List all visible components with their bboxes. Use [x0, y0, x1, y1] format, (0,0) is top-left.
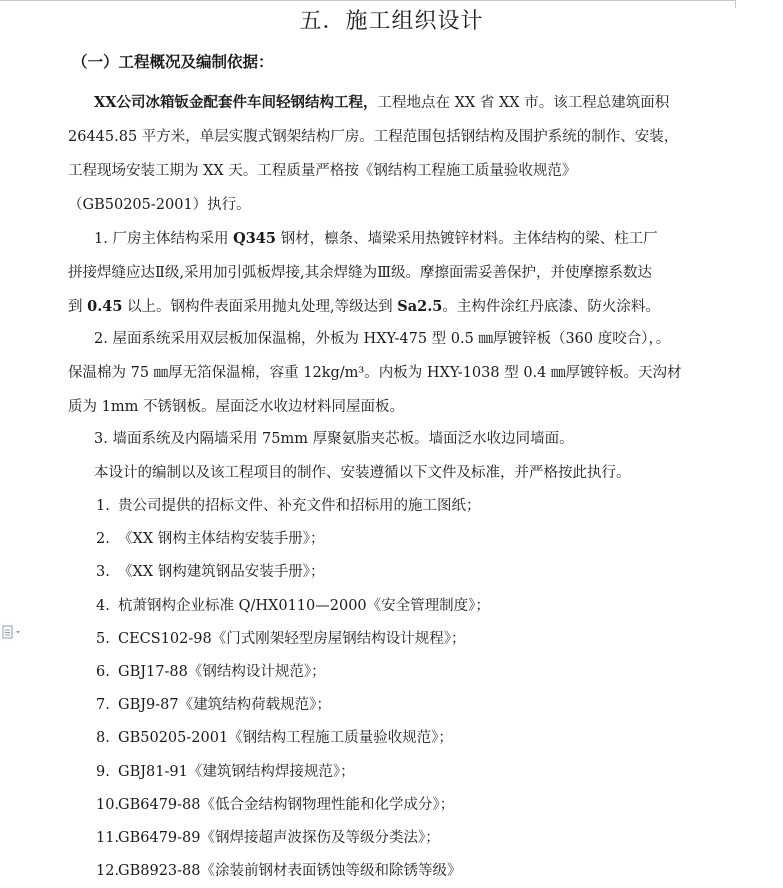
list-text: 杭萧钢构企业标准 Q/HX0110—2000《安全管理制度》； — [118, 597, 490, 614]
list-item — [96, 855, 490, 888]
list-item — [96, 789, 490, 822]
item-3-paragraph — [68, 422, 716, 490]
item-2-line-3: 质为 1mm 不锈钢板。屋面泛水收边材料同屋面板。 — [68, 399, 404, 415]
document-icon — [2, 625, 24, 639]
list-text: GBJ17-88《钢结构设计规范》； — [118, 663, 326, 680]
intro-paragraph — [68, 86, 716, 222]
item-2-line-1: 2. 屋面系统采用双层板加保温棉，外板为 HXY-475 型 0.5 ㎜厚镀锌板（360 度咬合），。 — [94, 331, 671, 347]
list-number: 9. — [96, 763, 110, 780]
intro-line-1 — [68, 86, 716, 120]
list-number: 1. — [96, 498, 110, 514]
list-text: 《XX 钢构建筑钢品安装手册》； — [118, 564, 325, 581]
list-number: 3. — [96, 564, 110, 581]
list-item — [96, 656, 490, 689]
list-item — [96, 523, 490, 556]
item-2-paragraph — [68, 322, 716, 424]
list-item — [96, 722, 490, 755]
item-2-line-2: 保温棉为 75 ㎜厚无箔保温棉，容重 12kg/m³。内板为 HXY-1038 型 0.4 ㎜厚镀锌板。天沟材 — [68, 365, 682, 381]
list-number: 8. — [96, 730, 110, 747]
intro-line-4: （GB50205-2001）执行。 — [68, 197, 251, 213]
list-text: 贵公司提供的招标文件、补充文件和招标用的施工图纸； — [118, 498, 481, 514]
list-number: 6. — [96, 663, 110, 680]
list-text: GB50205-2001《钢结构工程施工质量验收规范》； — [118, 730, 453, 747]
list-number: 5. — [96, 630, 110, 647]
page-corner-mark — [735, 0, 736, 8]
list-number: 2. — [96, 531, 110, 548]
page-title: 五．施工组织设计 — [299, 9, 484, 34]
list-number: 11. — [96, 829, 120, 846]
list-item — [96, 689, 490, 722]
steel-grade: Q345 — [233, 230, 276, 247]
list-item — [96, 556, 490, 589]
intro-line-3: 工程现场安装工期为 XX 天。工程质量严格按《钢结构工程施工质量验收规范》 — [68, 163, 577, 179]
project-name: XX公司冰箱钣金配套件车间轻钢结构工程， — [94, 94, 378, 111]
list-number: 12. — [96, 863, 120, 880]
item-1-line-3-c: 以上。钢构件表面采用抛丸处理,等级达到 — [122, 299, 398, 315]
blast-grade: Sa2.5 — [397, 298, 443, 315]
list-text: 《XX 钢构主体结构安装手册》； — [118, 531, 325, 548]
item-1-text-c: 钢材，檩条、墙梁采用热镀锌材料。主体结构的梁、柱工厂 — [275, 231, 658, 247]
item-3-line: 3. 墙面系统及内隔墙采用 75mm 厚聚氨脂夹芯板。墙面泛水收边同墙面。 — [94, 431, 574, 447]
list-text: CECS102-98《门式刚架轻型房屋钢结构设计规程》； — [118, 630, 466, 647]
item-1-line-3 — [68, 290, 716, 324]
paragraph-options-icon[interactable] — [2, 624, 24, 638]
item-1-line-1 — [68, 222, 716, 256]
list-text: GB8923-88《涂装前钢材表面锈蚀等级和除锈等级》 — [118, 863, 462, 880]
reference-list — [96, 490, 490, 888]
list-number: 4. — [96, 597, 110, 614]
list-text: GBJ9-87《建筑结构荷载规范》； — [118, 697, 331, 714]
item-1-line-3-a: 到 — [68, 299, 88, 315]
friction-coefficient: 0.45 — [87, 298, 123, 315]
list-item — [96, 490, 490, 523]
list-number: 7. — [96, 697, 110, 714]
item-1-paragraph — [68, 222, 716, 324]
page-top-border — [0, 0, 735, 1]
list-item — [96, 623, 490, 656]
list-text: GBJ81-91《建筑钢结构焊接规范》； — [118, 763, 355, 780]
intro-line-1-text: 工程地点在 XX 省 XX 市。该工程总建筑面积 — [377, 95, 670, 111]
list-item — [96, 590, 490, 623]
item-1-text-a: 1. 厂房主体结构采用 — [94, 231, 234, 247]
item-1-line-3-e: 。主构件涂红丹底漆、防火涂料。 — [442, 299, 660, 315]
basis-intro: 本设计的编制以及该工程项目的制作、安装遵循以下文件及标准，并严格按此执行。 — [94, 465, 631, 481]
list-item — [96, 822, 490, 855]
list-text: GB6479-89《钢焊接超声波探伤及等级分类法》； — [118, 829, 440, 846]
section-heading: （一）工程概况及编制依据： — [72, 52, 274, 71]
list-number: 10. — [96, 796, 120, 813]
list-item — [96, 756, 490, 789]
item-1-line-2: 拼接焊缝应达Ⅱ级,采用加引弧板焊接,其余焊缝为Ⅲ级。摩擦面需妥善保护，并使摩擦系数达 — [68, 265, 653, 281]
list-text: GB6479-88《低合金结构钢物理性能和化学成分》； — [118, 796, 455, 813]
intro-line-2: 26445.85 平方米，单层实腹式钢架结构厂房。工程范围包括钢结构及围护系统的制作、安装， — [68, 129, 679, 145]
